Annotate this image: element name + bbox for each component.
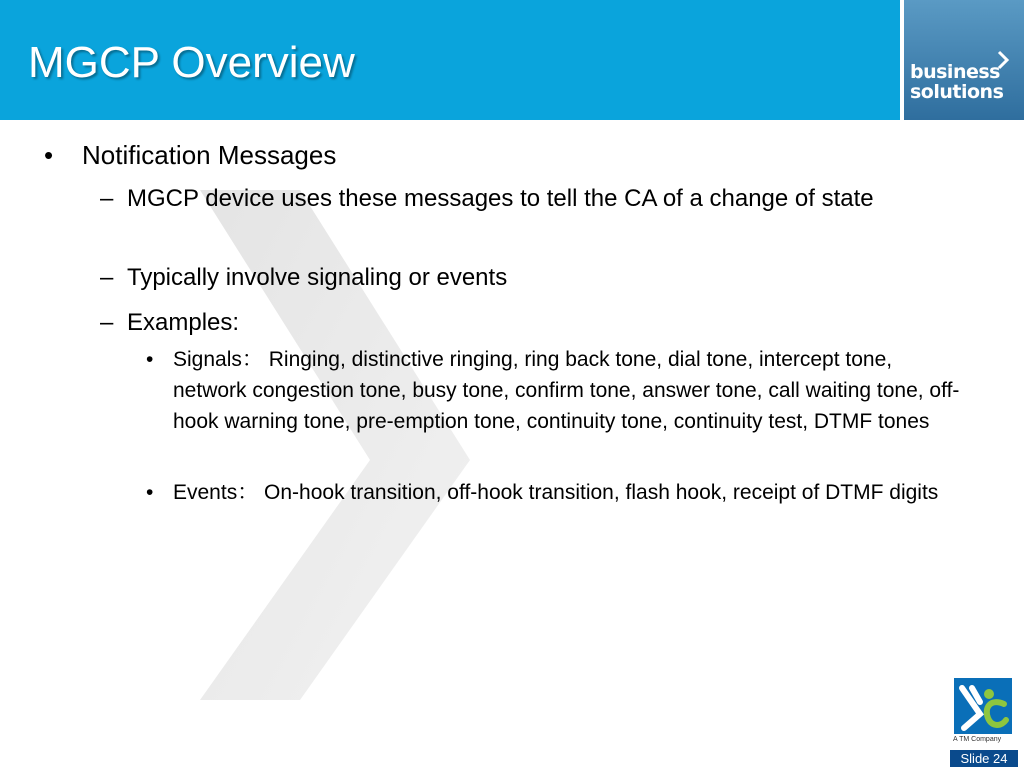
- example-label: Events：: [173, 481, 259, 504]
- example-label: Signals：: [173, 348, 263, 371]
- sub-bullet-marker: –: [100, 264, 114, 291]
- company-caption: A TM Company: [953, 736, 1002, 743]
- bullet-item: [44, 138, 964, 172]
- example-bullet-marker: •: [146, 481, 154, 504]
- bullet-text: Notification Messages: [82, 140, 337, 170]
- slide-title: MGCP Overview: [28, 38, 355, 87]
- sub-bullet-item: [100, 182, 950, 215]
- sub-bullet-text: Examples:: [127, 309, 240, 336]
- brand-logo-text: [910, 62, 1024, 102]
- brand-logo-line2: solutions: [910, 81, 1004, 103]
- brand-logo-panel: [900, 0, 1024, 120]
- slide-body: [0, 120, 1024, 720]
- example-item-signals: [146, 344, 966, 437]
- bullet-marker: •: [44, 140, 54, 170]
- example-item-events: [146, 477, 966, 508]
- sub-bullet-text: Typically involve signaling or events: [127, 264, 508, 291]
- sub-bullet-item: [100, 261, 950, 294]
- brand-logo-line1: business: [910, 61, 1000, 83]
- sub-bullet-text: MGCP device uses these messages to tell the CA of a change of state: [127, 185, 874, 212]
- example-bullet-marker: •: [146, 348, 154, 371]
- sub-bullet-marker: –: [100, 185, 114, 212]
- example-text: On-hook transition, off-hook transition, flash hook, receipt of DTMF digits: [264, 481, 939, 504]
- sub-bullet-marker: –: [100, 309, 114, 336]
- slide-number-badge: Slide 24: [950, 750, 1018, 767]
- sub-bullet-item: [100, 306, 950, 339]
- example-text: Ringing, distinctive ringing, ring back tone, dial tone, intercept tone, network congestion tone, busy tone, confirm tone, answer tone, call waiting tone, off-hook warning tone, pre-emption tone, continuity tone, continuity test, DTMF tones: [173, 348, 960, 433]
